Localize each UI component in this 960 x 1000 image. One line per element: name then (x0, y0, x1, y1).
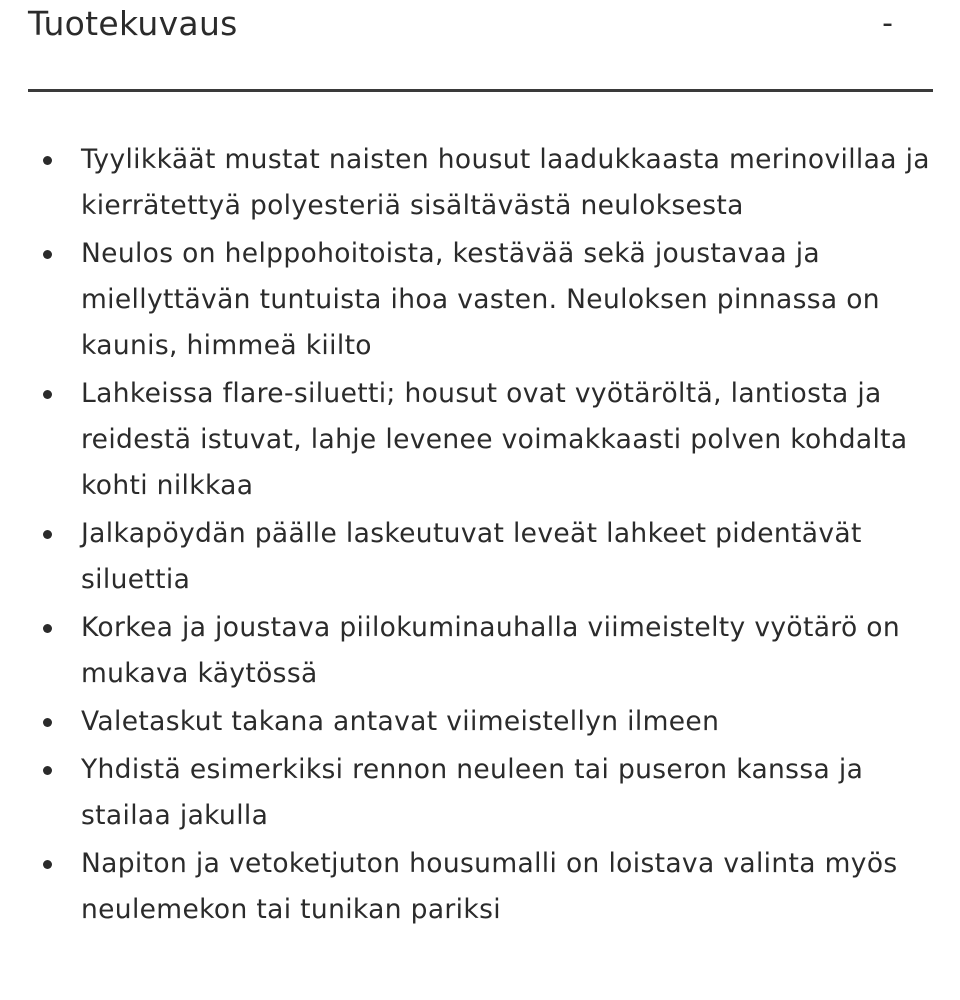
collapse-toggle-icon[interactable]: - (882, 6, 893, 41)
list-item (28, 511, 933, 603)
section-title: Tuotekuvaus (28, 4, 238, 43)
bullet-icon (43, 390, 52, 399)
list-item-text: Yhdistä esimerkiksi rennon neuleen tai puseron kanssa ja stailaa jakulla (81, 754, 864, 831)
list-item-text: Neulos on helppohoitoista, kestävää sekä joustavaa ja miellyttävän tuntuista ihoa vasten. Neuloksen pinnassa on kaunis, himmeä kiilto (81, 238, 880, 361)
bullet-icon (43, 250, 52, 259)
bullet-icon (43, 766, 52, 775)
list-item (28, 605, 933, 697)
list-item-text: Tyylikkäät mustat naisten housut laadukkaasta merinovillaa ja kierrätettyä polyesteriä sisältävästä neuloksesta (81, 144, 930, 221)
list-item (28, 841, 933, 933)
list-item (28, 371, 933, 509)
accordion-content (28, 137, 933, 935)
accordion-header[interactable] (28, 0, 933, 92)
list-item (28, 231, 933, 369)
list-item (28, 137, 933, 229)
bullet-icon (43, 860, 52, 869)
description-list (28, 137, 933, 933)
bullet-icon (43, 718, 52, 727)
list-item (28, 747, 933, 839)
bullet-icon (43, 624, 52, 633)
list-item-text: Napiton ja vetoketjuton housumalli on loistava valinta myös neulemekon tai tunikan pariksi (81, 848, 898, 925)
list-item-text: Valetaskut takana antavat viimeistellyn ilmeen (81, 706, 720, 737)
bullet-icon (43, 156, 52, 165)
list-item-text: Jalkapöydän päälle laskeutuvat leveät lahkeet pidentävät siluettia (81, 518, 862, 595)
list-item-text: Lahkeissa flare-siluetti; housut ovat vyötäröltä, lantiosta ja reidestä istuvat, lahje levenee voimakkaasti polven kohdalta kohti nilkkaa (81, 378, 908, 501)
list-item (28, 699, 933, 745)
list-item-text: Korkea ja joustava piilokuminauhalla viimeistelty vyötärö on mukava käytössä (81, 612, 901, 689)
bullet-icon (43, 530, 52, 539)
